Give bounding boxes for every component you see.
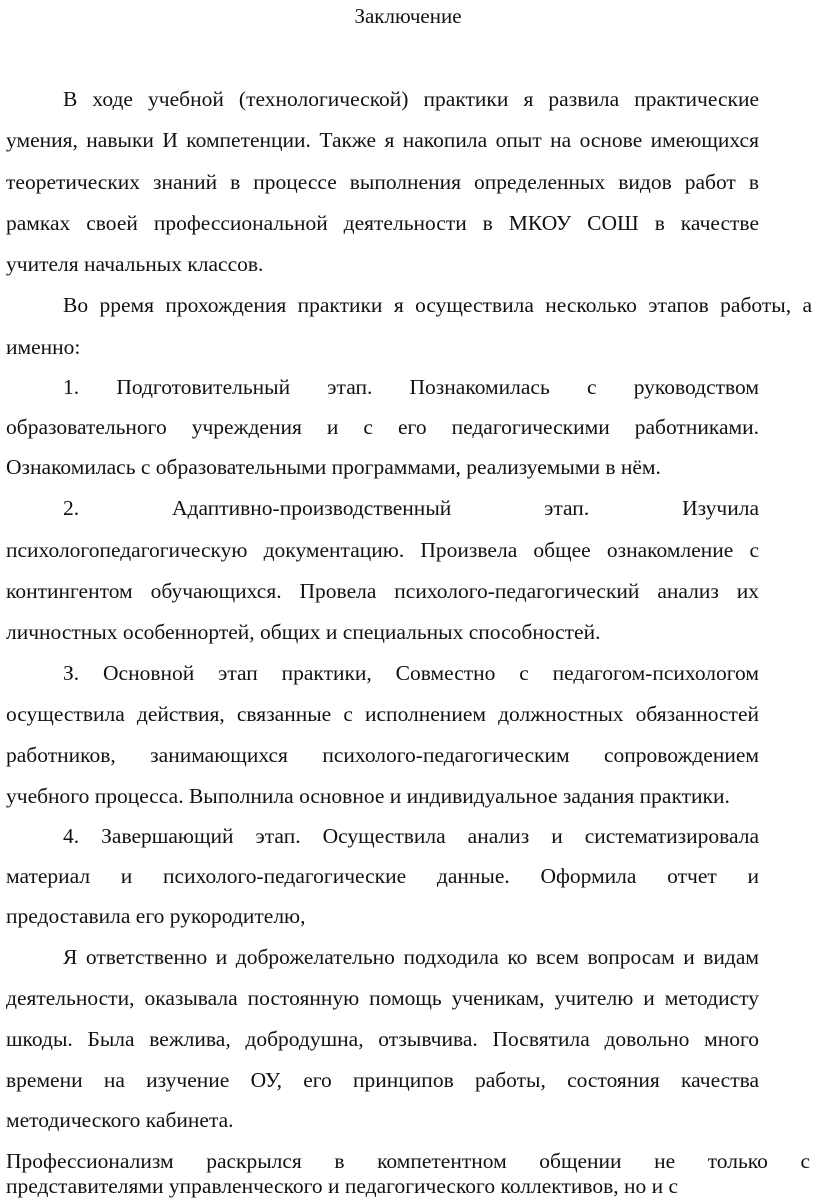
list-item-line: 2. Адаптивно-производственный этап. Изучила — [63, 496, 759, 520]
text-line: Профессионализм раскрылся в компетентном общении не только с — [6, 1149, 810, 1173]
text-line: времени на изучение ОУ, его принципов работы, состояния качества — [6, 1068, 759, 1092]
page-title: Заключение — [354, 4, 462, 28]
text-line: именно: — [6, 335, 81, 359]
text-line: контингентом обучающихся. Провела психолого-педагогический анализ их — [6, 579, 759, 603]
text-line: В ходе учебной (технологической) практики я развила практические — [63, 87, 759, 111]
text-line: Я ответственно и доброжелательно подходила ко всем вопросам и видам — [63, 945, 759, 969]
list-item-line: 1. Подготовительный этап. Познакомилась с руководством — [63, 375, 759, 399]
text-line: шкоды. Была вежлива, добродушна, отзывчива. Посвятила довольно много — [6, 1027, 759, 1051]
text-line: образовательного учреждения и с его педагогическими работниками. — [6, 415, 759, 439]
text-line: работников, занимающихся психолого-педагогическим сопровождением — [6, 743, 759, 767]
text-line: осуществила действия, связанные с исполнением должностных обязанностей — [6, 702, 759, 726]
text-line: материал и психолого-педагогические данные. Оформила отчет и — [6, 864, 759, 888]
text-line: личностных особеннортей, общих и специальных способностей. — [6, 620, 601, 644]
text-line: рамках своей профессиональной деятельности в МКОУ СОШ в качестве — [6, 211, 759, 235]
text-line: учителя начальных классов. — [6, 252, 264, 276]
text-line: деятельности, оказывала постоянную помощь ученикам, учителю и методисту — [6, 986, 759, 1010]
text-line: Ознакомилась с образовательными программами, реализуемыми в нём. — [6, 455, 661, 479]
text-line: психологопедагогическую документацию. Произвела общее ознакомление с — [6, 538, 759, 562]
text-line: учебного процесса. Выполнила основное и индивидуальное задания практики. — [6, 784, 730, 808]
text-line: Во рремя прохождения практики я осуществила несколько этапов работы, а — [63, 293, 812, 317]
list-item-line: З. Основной этап практики, Совместно с педагогом-психологом — [63, 661, 759, 685]
text-line: представителями управленческого и педагогического коллективов, но и с — [6, 1174, 679, 1198]
text-line: теоретических знаний в процессе выполнения определенных видов работ в — [6, 170, 759, 194]
list-item-line: 4. Завершающий этап. Осуществила анализ и систематизировала — [63, 824, 759, 848]
text-line: предоставила его рукородителю, — [6, 904, 306, 928]
text-line: умения, навыки И компетенции. Также я накопила опыт на основе имеющихся — [6, 128, 759, 152]
text-line: методического кабинета. — [6, 1108, 234, 1132]
